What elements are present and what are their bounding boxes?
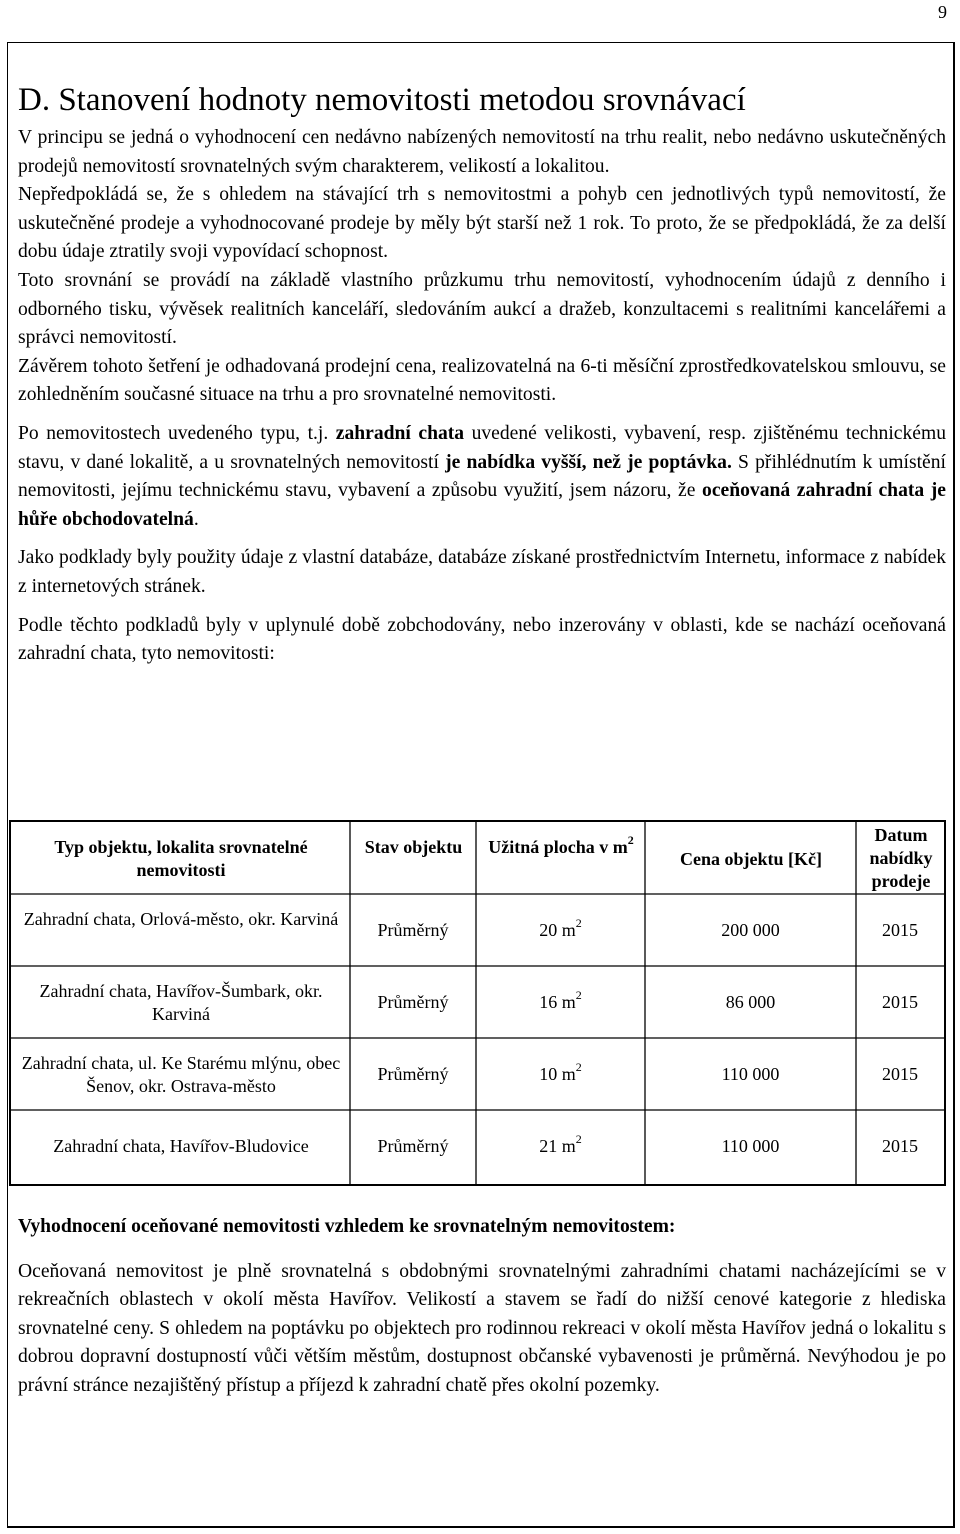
row-2-area-sup: 2 [575,988,582,1002]
row-1-year: 2015 [882,920,918,940]
row-4-type: Zahradní chata, Havířov-Bludovice [53,1136,309,1156]
market-text-d: je nabídka vyšší, než je poptávka. [445,451,732,473]
paragraph-listing-intro: Podle těchto podkladů byly v uplynulé době zobchodovány, nebo inzerovány v oblasti, kde se nachází oceňovaná zahradní chata, tyto nemovitosti: [18,614,946,665]
market-text-e: S přihlédnutím k umístění nemovitosti, jejímu technickému stavu, vybavení a způsobu využití, jsem názoru, že [18,451,946,502]
row-1-area-text: 20 m [539,920,576,940]
row-1-area [476,916,645,942]
market-text-g: . [193,508,199,530]
market-text-c: uvedené velikosti, vybavení, resp. zjištěnému technickému stavu, v dané lokalitě, a u srovnatelných nemovitostí [18,422,946,473]
page-number: 9 [938,2,947,22]
market-text-b: zahradní chata [335,422,465,444]
row-4-area [476,1132,645,1158]
evaluation-text: Oceňovaná nemovitost je plně srovnatelná s obdobnými srovnatelnými zahradními chatami nacházejícími se v rekreačních oblastech v okolí města Havířov. Velikostí a stavem se řadí do nižší cenové kategorie z hlediska srovnatelné ceny. S ohledem na poptávku po objektech pro rodinnou rekreaci v okolí města Havířov jedná o lokalitu s dobrou dopravní dostupností vůči větším městům, dostupnost občanské vybavenosti je průměrná. Nevýhodou je po právní stránce nezajištěný přístup a příjezd k zahradní chatě přes okolní pozemky. [18,1260,946,1396]
row-3-price: 110 000 [721,1064,780,1084]
section-title: D. Stanovení hodnoty nemovitosti metodou srovnávací [18,82,746,118]
paragraph-method: Toto srovnání se provádí na základě vlastního průzkumu trhu nemovitostí, vyhodnocením údajů z denního i odborného tisku, vývěsek realitních kanceláří, sledováním aukcí a dražeb, konzultacemi s realitními kancelářemi a správci nemovitostí. [18,269,946,349]
row-4-area-sup: 2 [575,1132,582,1146]
header-area-text: Užitná plocha v m [488,837,628,857]
row-3-area [476,1060,645,1086]
row-2-area [476,988,645,1014]
row-2-state: Průměrný [377,992,449,1012]
header-state: Stav objektu [364,837,463,857]
row-4-state: Průměrný [377,1136,449,1156]
row-1-price: 200 000 [721,920,780,940]
paragraph-sources: Jako podklady byly použity údaje z vlastní databáze, databáze získané prostřednictvím Internetu, informace z nabídek z internetových stránek. [18,547,946,597]
market-text-a: Po nemovitostech uvedeného typu, t.j. [18,422,336,444]
row-4-area-text: 21 m [539,1136,576,1156]
paragraph-assumption: Nepředpokládá se, že s ohledem na stávající trh s nemovitostmi a pohyb cen jednotlivých typů nemovitostí, že uskutečněné prodeje a vyhodnocované prodeje by měly být starší než 1 rok. To proto, že se předpokládá, že za delší dobu údaje ztratily svoji vypovídací schopnost. [18,184,946,263]
row-3-year: 2015 [882,1064,918,1084]
row-3-area-sup: 2 [575,1060,582,1074]
row-1-state: Průměrný [377,920,449,940]
comparison-table [9,820,946,1186]
row-4-year: 2015 [882,1136,918,1156]
row-2-type: Zahradní chata, Havířov-Šumbark, okr. Karviná [39,981,323,1024]
header-type: Typ objektu, lokalita srovnatelné nemovitosti [54,837,308,880]
main-content [18,80,946,669]
market-text-f: oceňovaná zahradní chata je hůře obchodovatelná [18,480,946,530]
row-1-type: Zahradní chata, Orlová-město, okr. Karviná [23,909,339,929]
row-2-price: 86 000 [725,992,776,1012]
paragraph-market [18,420,946,534]
row-2-area-text: 16 m [539,992,576,1012]
evaluation-title: Vyhodnocení oceňované nemovitosti vzhledem ke srovnatelným nemovitostem: [18,1216,676,1237]
row-4-price: 110 000 [721,1136,780,1156]
header-area-sup: 2 [627,833,634,847]
evaluation-section [18,1213,946,1401]
row-1-area-sup: 2 [575,916,582,930]
row-3-area-text: 10 m [539,1064,576,1084]
header-date: Datum nabídky prodeje [869,825,933,891]
header-price: Cena objektu [Kč] [680,849,822,869]
row-3-state: Průměrný [377,1064,449,1084]
paragraph-principle: V principu se jedná o vyhodnocení cen nedávno nabízených nemovitostí na trhu realit, nebo nedávno uskutečněných prodejů nemovitostí srovnatelných svým charakterem, velikostí a lokalitou. [18,127,946,177]
paragraph-conclusion: Závěrem tohoto šetření je odhadovaná prodejní cena, realizovatelná na 6-ti měsíční zprostředkovatelskou smlouvu, se zohledněním současné situace na trhu a pro srovnatelné nemovitosti. [18,355,946,406]
header-area [483,833,639,859]
row-2-year: 2015 [882,992,918,1012]
row-3-type: Zahradní chata, ul. Ke Starému mlýnu, obec Šenov, okr. Ostrava-město [21,1053,341,1096]
